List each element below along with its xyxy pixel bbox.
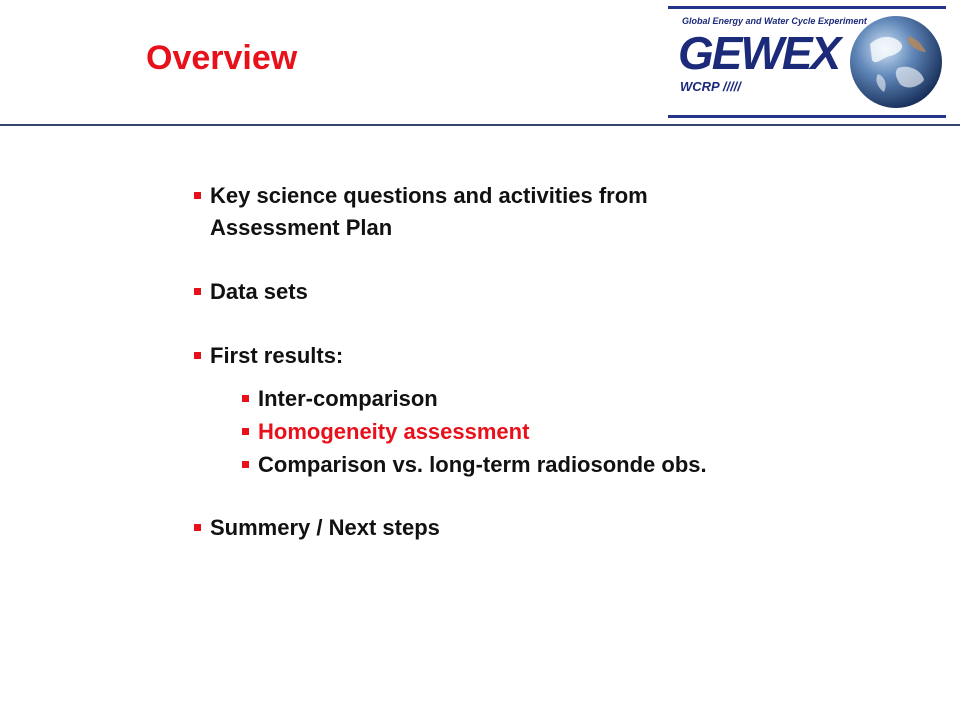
bullet-marker (242, 428, 249, 435)
sub-bullet-text: Inter-comparison (258, 386, 438, 411)
bullet-text: First results: (210, 343, 344, 368)
bullet-item (210, 180, 810, 244)
bullet-item (210, 276, 810, 308)
slide-title: Overview (146, 39, 298, 77)
bullet-marker (194, 288, 201, 295)
bullet-marker (194, 192, 201, 199)
logo-sub: WCRP ///// (680, 79, 741, 94)
bullet-text: Data sets (210, 279, 308, 304)
header-divider (0, 124, 960, 126)
sub-bullet-item-highlighted (258, 416, 858, 448)
bullet-item (210, 340, 810, 372)
bullet-marker (194, 352, 201, 359)
logo-wordmark: GEWEX (678, 27, 840, 79)
logo-top-rule (668, 6, 946, 9)
bullet-marker (242, 461, 249, 468)
bullet-marker (242, 395, 249, 402)
bullet-text: Key science questions and activities from (210, 183, 648, 208)
bullet-text-continued: Assessment Plan (210, 215, 393, 240)
sub-bullet-text: Homogeneity assessment (258, 419, 530, 444)
gewex-logo (668, 6, 946, 118)
logo-tagline: Global Energy and Water Cycle Experiment (682, 16, 867, 26)
bullet-marker (194, 524, 201, 531)
sub-bullet-text: Comparison vs. long-term radiosonde obs. (258, 452, 707, 477)
logo-bottom-rule (668, 115, 946, 118)
sub-bullet-item (258, 383, 858, 415)
bullet-item (210, 512, 810, 544)
sub-bullet-item (258, 449, 858, 481)
bullet-text: Summery / Next steps (210, 515, 440, 540)
earth-globe-icon (848, 14, 944, 110)
